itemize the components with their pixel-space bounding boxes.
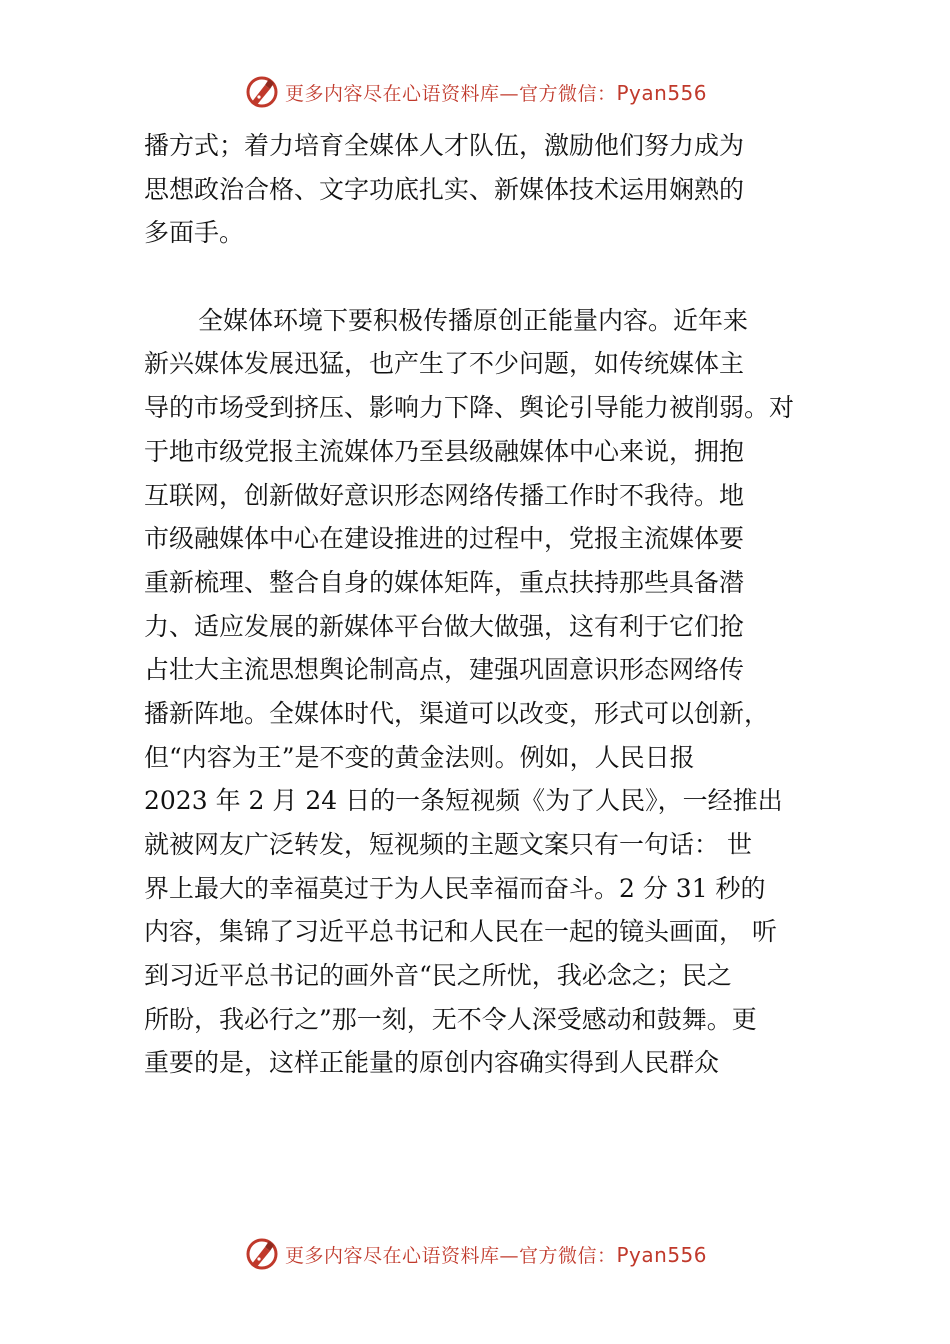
header-wechat-id: Pyan556 [616,80,708,105]
pen-logo-icon [243,73,281,111]
text-line: 互联网，创新做好意识形态网络传播工作时不我待。地 [144,480,745,510]
footer-banner-sub: 官方微信： [518,1244,617,1267]
document-body [144,124,824,1085]
text-line: 于地市级党报主流媒体乃至县级融媒体中心来说，拥抱 [144,436,745,466]
header-banner [0,70,950,114]
footer-banner-text [285,1241,707,1268]
header-banner-main: 更多内容尽在心语资料库 [284,82,500,105]
text-line: 力、适应发展的新媒体平台做大做强，这有利于它们抢 [144,611,745,641]
text-line: 多面手。 [144,218,245,248]
paragraph-gap [144,255,824,299]
text-line: 到习近平总书记的画外音“民之所忧，我必念之；民之 [144,961,732,991]
text-line: 新兴媒体发展迅猛，也产生了不少问题，如传统媒体主 [144,349,745,379]
footer-banner-main: 更多内容尽在心语资料库 [284,1244,500,1267]
text-line: 播方式；着力培育全媒体人才队伍，激励他们努力成为 [144,131,745,160]
text-line: 重新梳理、整合自身的媒体矩阵，重点扶持那些具备潜 [144,567,745,597]
text-line: 思想政治合格、文字功底扎实、新媒体技术运用娴熟的 [144,174,745,204]
pen-logo-icon [243,1235,281,1273]
footer-banner-separator: — [499,1244,519,1267]
header-banner-text [285,79,707,106]
text-line: 重要的是，这样正能量的原创内容确实得到人民群众 [144,1048,720,1078]
text-line: 2023 年 2 月 24 日的一条短视频《为了人民》，一经推出 [144,786,783,816]
text-line: 市级融媒体中心在建设推进的过程中，党报主流媒体要 [144,524,745,554]
text-line: 内容，集锦了习近平总书记和人民在一起的镜头画面， 听 [144,917,777,947]
text-line: 全媒体环境下要积极传播原创正能量内容。近年来 [198,305,749,335]
text-line: 但“内容为王”是不变的黄金法则。例如，人民日报 [144,742,695,772]
text-line: 所盼，我必行之”那一刻，无不令人深受感动和鼓舞。更 [144,1004,757,1034]
text-line: 播新阵地。全媒体时代，渠道可以改变，形式可以创新， [144,698,770,728]
footer-wechat-id: Pyan556 [616,1242,708,1267]
header-banner-sub: 官方微信： [518,82,617,105]
paragraph-1 [144,124,824,255]
text-line: 界上最大的幸福莫过于为人民幸福而奋斗。2 分 31 秒的 [144,873,766,903]
text-line: 导的市场受到挤压、影响力下降、舆论引导能力被削弱。对 [144,393,795,423]
paragraph-2 [144,299,824,1085]
text-line: 就被网友广泛转发，短视频的主题文案只有一句话： 世 [144,830,752,859]
footer-banner [0,1232,950,1276]
header-banner-separator: — [499,82,519,105]
text-line: 占壮大主流思想舆论制高点，建强巩固意识形态网络传 [144,655,745,685]
